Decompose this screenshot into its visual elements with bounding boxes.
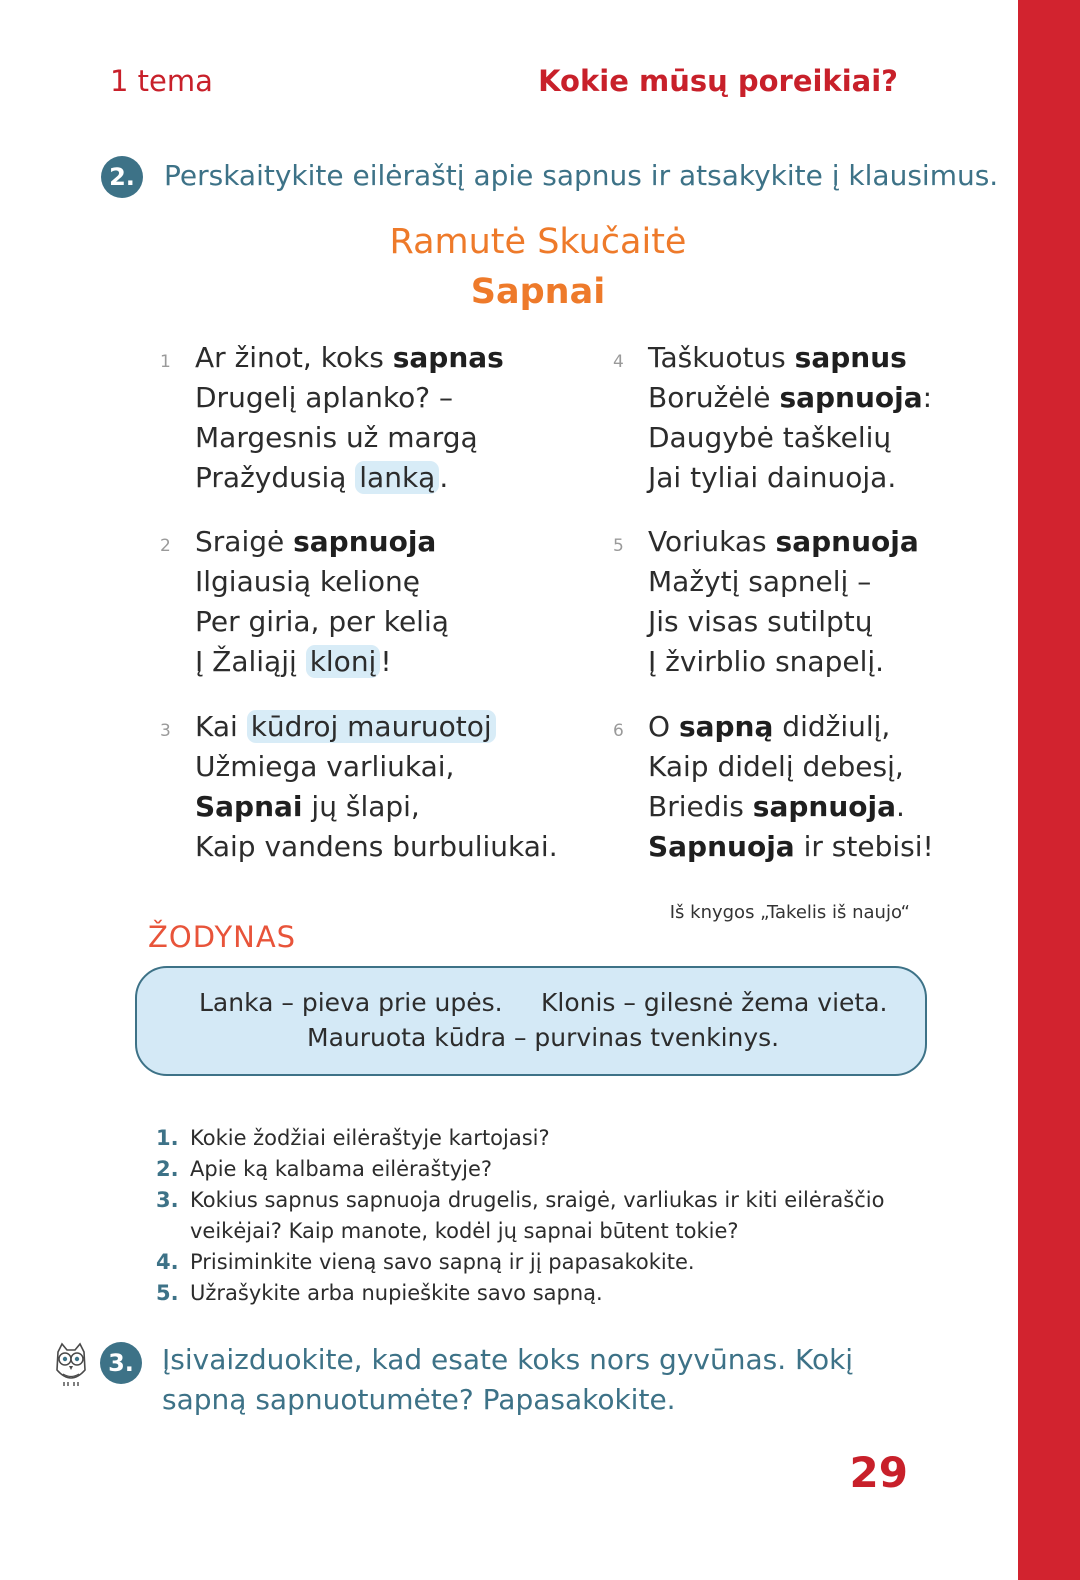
bold-word: sapnuoja: [293, 525, 437, 558]
poem-line: [648, 787, 1068, 827]
bold-word: sapną: [678, 710, 774, 743]
chapter-label: 1 tema: [110, 64, 213, 98]
line-text: didžiulį,: [773, 710, 891, 743]
poem-line: [195, 707, 615, 747]
question-number: 2.: [156, 1157, 179, 1181]
stanza-number: 5: [613, 536, 624, 556]
stanza-lines: [648, 522, 1068, 682]
poem-line: [195, 602, 615, 642]
line-text: Į žvirblio snapelį.: [648, 645, 885, 678]
question-number: 4.: [156, 1250, 179, 1274]
line-text: ir stebisi!: [794, 830, 934, 863]
bold-word: sapnas: [392, 341, 504, 374]
task-3-badge: 3.: [100, 1342, 142, 1384]
page-number: 29: [849, 1448, 908, 1497]
stanza-lines: [648, 338, 1068, 498]
line-text: Drugelį aplanko? –: [195, 381, 454, 414]
line-text: Per giria, per kelią: [195, 605, 449, 638]
poem-line: [648, 418, 1068, 458]
bold-word: sapnuoja: [779, 381, 923, 414]
question-number: 1.: [156, 1126, 179, 1150]
task-2-instruction: Perskaitykite eilėraštį apie sapnus ir atsakykite į klausimus.: [164, 159, 999, 192]
poem-line: [195, 522, 615, 562]
task-2-badge: 2.: [101, 156, 143, 198]
line-text: Jis visas sutilptų: [648, 605, 873, 638]
line-text: .: [895, 790, 905, 823]
line-text: Mažytį sapnelį –: [648, 565, 872, 598]
highlighted-word: kūdroj mauruotoj: [247, 710, 496, 743]
poem-line: [195, 827, 615, 867]
stanza-lines: [195, 707, 615, 867]
highlighted-word: lanką: [355, 461, 439, 494]
poem-line: [648, 642, 1068, 682]
line-text: Briedis: [648, 790, 753, 823]
stanza-number: 6: [613, 721, 624, 741]
bold-word: Sapnuoja: [648, 830, 795, 863]
question-list: [156, 1123, 926, 1309]
poem-title: Sapnai: [470, 272, 606, 312]
question-item: [156, 1154, 926, 1185]
question-number: 5.: [156, 1281, 179, 1305]
poem-line: [648, 562, 1068, 602]
poem-line: [648, 707, 1068, 747]
line-text: Pražydusią: [195, 461, 356, 494]
line-text: Kai: [195, 710, 247, 743]
poem-line: [195, 562, 615, 602]
bold-word: sapnuoja: [775, 525, 919, 558]
poem-line: [195, 338, 615, 378]
question-number: 3.: [156, 1188, 179, 1212]
highlighted-word: klonį: [306, 645, 381, 678]
question-text: Užrašykite arba nupieškite savo sapną.: [190, 1281, 603, 1305]
line-text: Voriukas: [648, 525, 776, 558]
poem-line: [195, 458, 615, 498]
stanza-lines: [648, 707, 1068, 867]
stanza-number: 4: [613, 352, 624, 372]
poem-line: [195, 642, 615, 682]
vocabulary-entry: Mauruota kūdra – purvinas tvenkinys.: [307, 1023, 780, 1052]
poem-line: [648, 458, 1068, 498]
chapter-title: Kokie mūsų poreikiai?: [538, 64, 898, 98]
question-text: Kokius sapnus sapnuoja drugelis, sraigė, varliukas ir kiti eilėraščio veikėjai? Kaip manote, kodėl jų sapnai būtent tokie?: [190, 1188, 885, 1243]
question-text: Kokie žodžiai eilėraštyje kartojasi?: [190, 1126, 550, 1150]
question-text: Prisiminkite vieną savo sapną ir jį papasakokite.: [190, 1250, 695, 1274]
bold-word: Sapnai: [195, 790, 303, 823]
poem-line: [648, 747, 1068, 787]
line-text: :: [922, 381, 933, 414]
line-text: !: [380, 645, 392, 678]
poem-author: Ramutė Skučaitė: [389, 222, 687, 262]
stanza-lines: [195, 522, 615, 682]
poem-line: [195, 418, 615, 458]
line-text: Ar žinot, koks: [195, 341, 393, 374]
question-item: [156, 1278, 926, 1309]
line-text: Margesnis už margą: [195, 421, 478, 454]
question-text: Apie ką kalbama eilėraštyje?: [190, 1157, 493, 1181]
line-text: Užmiega varliukai,: [195, 750, 455, 783]
poem-line: [648, 338, 1068, 378]
line-text: jų šlapi,: [302, 790, 420, 823]
question-item: [156, 1185, 926, 1247]
line-text: Boružėlė: [648, 381, 780, 414]
question-item: [156, 1123, 926, 1154]
vocabulary-label: ŽODYNAS: [148, 920, 297, 954]
poem-line: [648, 378, 1068, 418]
stanza-number: 3: [160, 721, 171, 741]
poem-line: [648, 602, 1068, 642]
poem-line: [195, 787, 615, 827]
bold-word: sapnus: [794, 341, 907, 374]
line-text: Ilgiausią kelionę: [195, 565, 421, 598]
line-text: .: [439, 461, 449, 494]
stanza-number: 1: [160, 352, 171, 372]
question-item: [156, 1247, 926, 1278]
line-text: Jai tyliai dainuoja.: [648, 461, 897, 494]
vocabulary-entry: Klonis – gilesnė žema vieta.: [541, 988, 888, 1017]
line-text: Į Žaliąjį: [195, 645, 306, 678]
poem-line: [648, 827, 1068, 867]
poem-line: [195, 378, 615, 418]
line-text: Taškuotus: [648, 341, 795, 374]
stanza-number: 2: [160, 536, 171, 556]
line-text: Kaip didelį debesį,: [648, 750, 904, 783]
line-text: Daugybė taškelių: [648, 421, 892, 454]
poem-line: [195, 747, 615, 787]
poem-source: Iš knygos „Takelis iš naujo“: [669, 902, 910, 923]
bold-word: sapnuoja: [752, 790, 896, 823]
stanza-lines: [195, 338, 615, 498]
task-3-instruction: Įsivaizduokite, kad esate koks nors gyvūnas. Kokį sapną sapnuotumėte? Papasakokite.: [162, 1343, 854, 1416]
vocabulary-box: [135, 966, 927, 1076]
vocabulary-entry: Lanka – pieva prie upės.: [199, 988, 503, 1017]
line-text: Kaip vandens burbuliukai.: [195, 830, 558, 863]
line-text: O: [648, 710, 679, 743]
owl-icon: [52, 1342, 90, 1386]
line-text: Sraigė: [195, 525, 294, 558]
poem-line: [648, 522, 1068, 562]
